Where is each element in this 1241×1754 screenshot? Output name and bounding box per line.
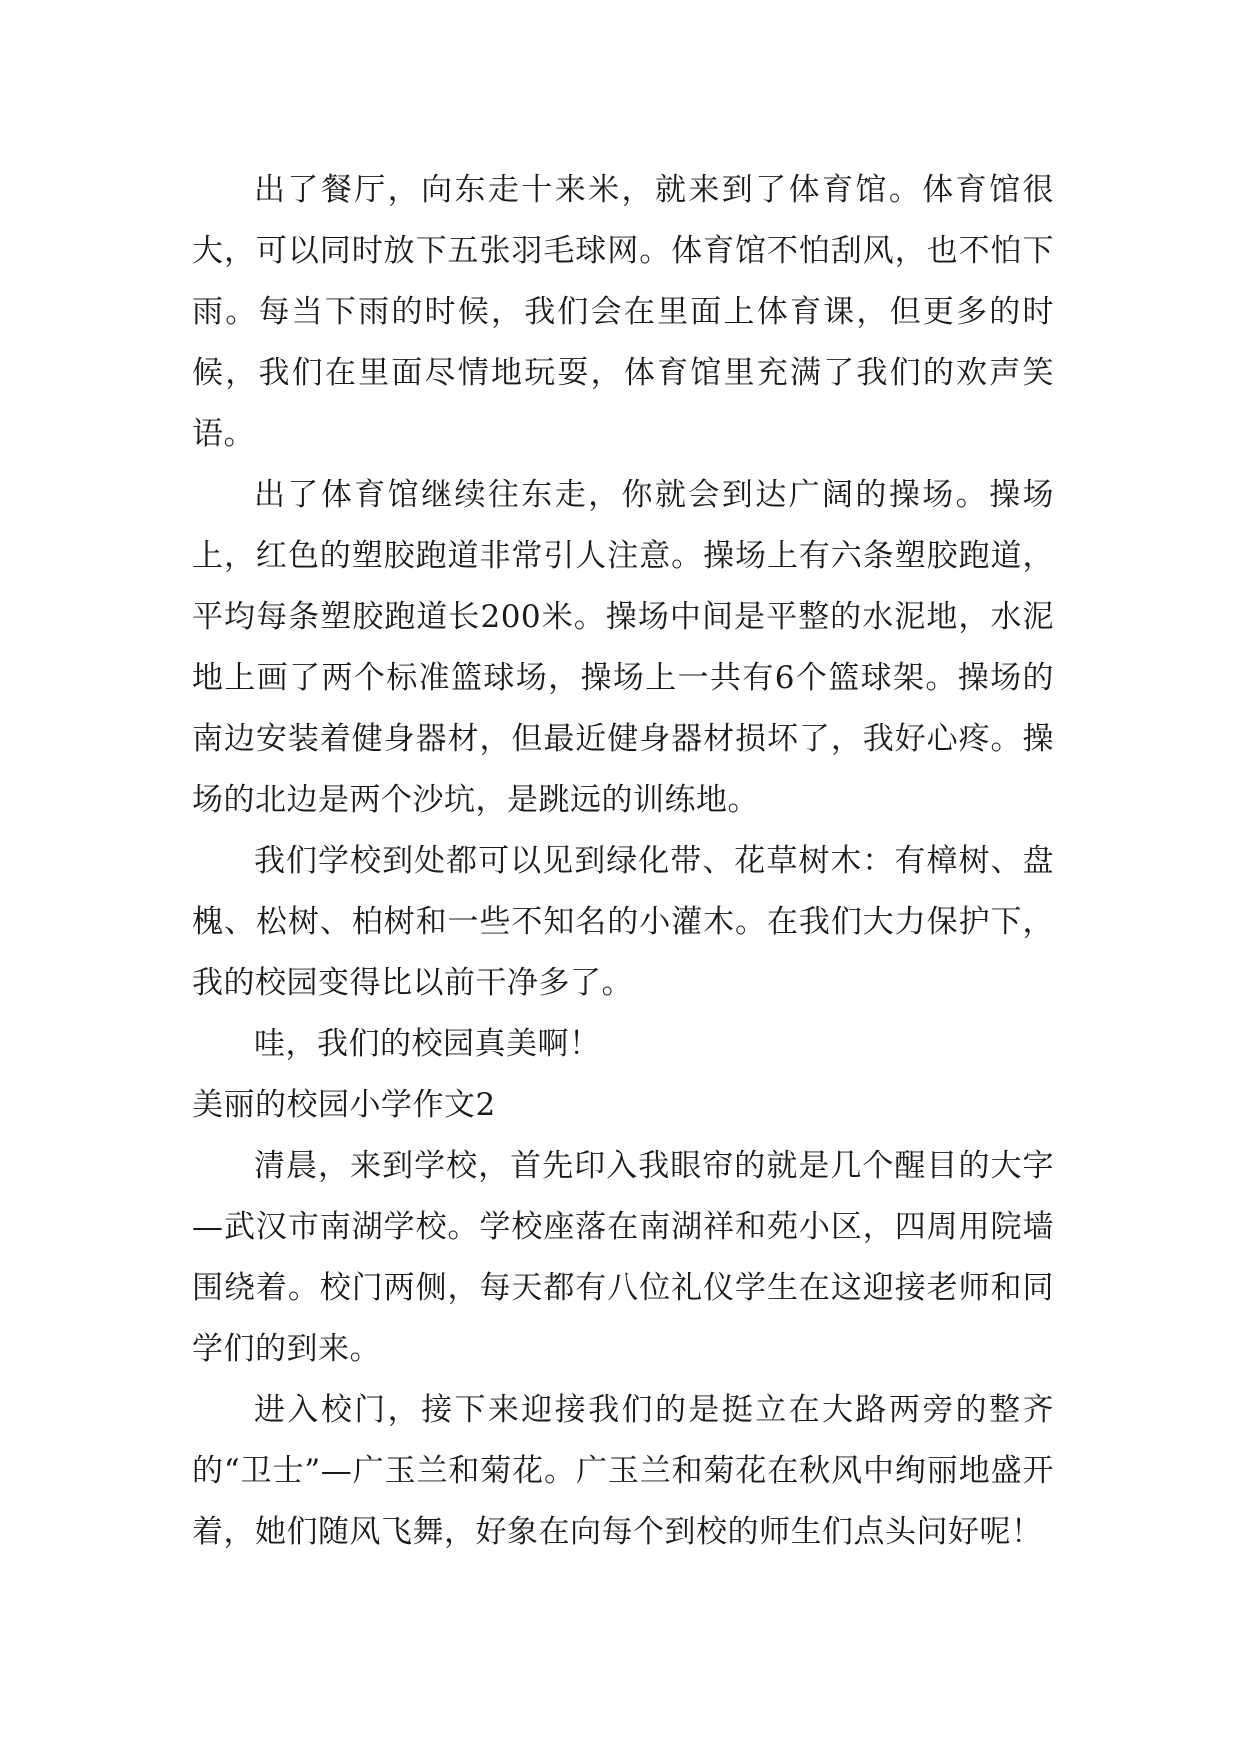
paragraph-morning: 清晨，来到学校，首先印入我眼帘的就是几个醒目的大字—武汉市南湖学校。学校座落在南湖祥和苑小区，四周用院墙围绕着。校门两侧，每天都有八位礼仪学生在这迎接老师和同学们的到来。	[192, 1148, 1054, 1367]
paragraph-greenery: 我们学校到处都可以见到绿化带、花草树木：有樟树、盘槐、松树、柏树和一些不知名的小灌木。在我们大力保护下，我的校园变得比以前干净多了。	[192, 843, 1054, 1001]
paragraph-exclamation: 哇，我们的校园真美啊！	[254, 1026, 601, 1062]
document-body	[192, 160, 1054, 1563]
paragraph-playground: 出了体育馆继续往东走，你就会到达广阔的操场。操场上，红色的塑胶跑道非常引人注意。操场上有六条塑胶跑道，平均每条塑胶跑道长200米。操场中间是平整的水泥地，水泥地上画了两个标准篮球场，操场上一共有6个篮球架。操场的南边安装着健身器材，但最近健身器材损坏了，我好心疼。操场的北边是两个沙坑，是跳远的训练地。	[192, 477, 1054, 818]
section-title: 美丽的校园小学作文2	[192, 1087, 496, 1123]
paragraph-school-gate: 进入校门，接下来迎接我们的是挺立在大路两旁的整齐的“卫士”—广玉兰和菊花。广玉兰和菊花在秋风中绚丽地盛开着，她们随风飞舞，好象在向每个到校的师生们点头问好呢！	[192, 1392, 1054, 1550]
paragraph-gymnasium: 出了餐厅，向东走十来米，就来到了体育馆。体育馆很大，可以同时放下五张羽毛球网。体育馆不怕刮风，也不怕下雨。每当下雨的时候，我们会在里面上体育课，但更多的时候，我们在里面尽情地玩耍，体育馆里充满了我们的欢声笑语。	[192, 172, 1054, 452]
